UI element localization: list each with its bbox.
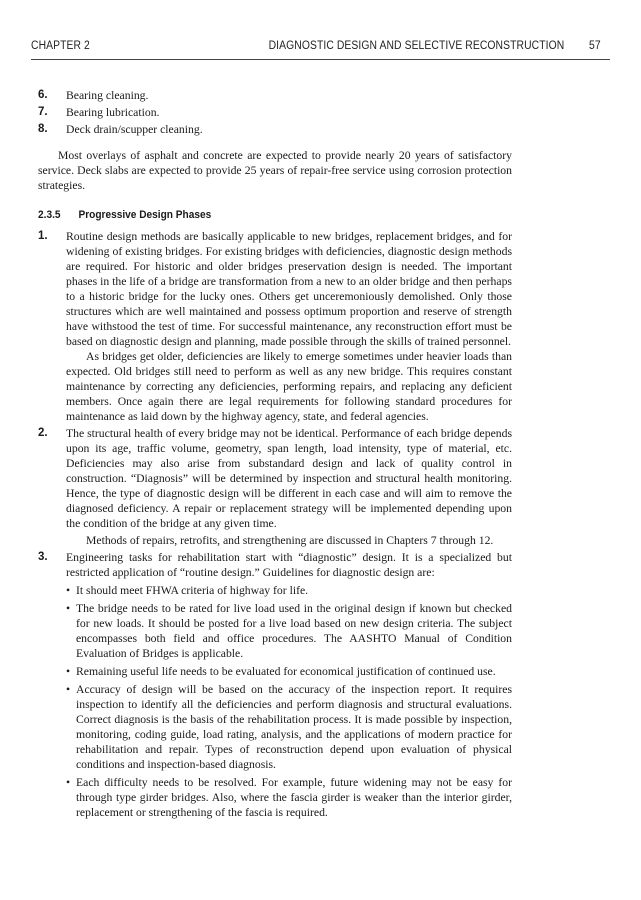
section-title: Progressive Design Phases [78,209,212,221]
bullet-text: Remaining useful life needs to be evaluated for economical justification of continued use. [76,665,496,678]
list-item [38,426,512,548]
list-text: Bearing cleaning. [66,89,149,102]
chapter-label: CHAPTER 2 [31,40,90,52]
section-number: 2.3.5 [38,209,61,221]
item-paragraph: As bridges get older, deficiencies are likely to emerge sometimes under heavier loads than expected. Old bridges still need to perform as well as any new bridge. This requires constant maintenance by correcting any deficiencies, performing repairs, and replacing any deficient members. Once again there are legal requirements for following standard procedures for maintenance as laid down by the highway agency, state, and federal agencies. [66,350,512,423]
intro-paragraph: Most overlays of asphalt and concrete are expected to provide nearly 20 years of satisfactory service. Deck slabs are expected to provide 25 years of repair-free service using corrosion protection strategies. [38,149,512,192]
guideline-list [66,583,512,820]
list-number: 6. [38,89,48,101]
bullet-icon: • [66,776,71,789]
item-paragraph: Routine design methods are basically applicable to new bridges, replacement bridges, and for widening of existing bridges. For existing bridges with deficiencies, diagnostic design methods are required. For historic and older bridges preservation design is needed. The important phases in the life of a bridge are transformation from a new to an older bridge and then perhaps to a historic bridge for the lucky ones. Others get unceremoniously demolished. Only those structures which are well maintained and possess optimum proportion and reserve of strength have withstood the test of time. For successful maintenance, any reconstruction effort must be based on diagnostic design and planning, made possible through the skills of trained personnel. [66,230,512,348]
section-heading [38,208,474,223]
running-header [31,40,607,60]
header-rule [31,59,610,60]
bullet-item [66,775,512,820]
bullet-icon: • [66,683,71,696]
bullet-text: The bridge needs to be rated for live load used in the original design if known but checked for new loads. It should be posted for a live load based on new design criteria. The subject encompasses both field and office procedures. The AASHTO Manual of Condition Evaluation of Bridges is applicable. [76,602,512,660]
list-item [38,105,512,120]
list-number: 3. [38,551,48,563]
item-paragraph: The structural health of every bridge may not be identical. Performance of each bridge depends upon its age, traffic volume, geometry, span length, load intensity, type of material, etc. Deficiencies may also arise from substandard design and lack of quality control in construction. “Diagnosis” will be determined by inspection and structural health monitoring. Hence, the type of diagnostic design will be different in each case and will aim to remove the diagnosed deficiency. A repair or replacement strategy will be implemented depending upon the condition of the bridge at any given time. [66,427,512,530]
bullet-icon: • [66,602,71,615]
bullet-text: It should meet FHWA criteria of highway for life. [76,584,309,597]
list-item [38,229,512,424]
bullet-icon: • [66,665,71,678]
bullet-text: Accuracy of design will be based on the accuracy of the inspection report. It requires inspection to identify all the deficiencies and perform diagnosis and structural evaluations. Correct diagnosis is the basis of the rehabilitation process. It is made possible by inspection, monitoring, coding guide, load rating, analysis, and the applications of modern practice for rehabilitation and repair. Types of reconstruction depend upon evaluation of physical conditions and inspection-based diagnosis. [76,683,512,771]
list-text: Bearing lubrication. [66,106,160,119]
chapter-title: DIAGNOSTIC DESIGN AND SELECTIVE RECONSTRUCTION [268,40,565,52]
list-item [38,122,512,137]
bullet-item [66,682,512,772]
page-body [38,88,512,820]
list-number: 8. [38,123,48,135]
page-number: 57 [589,40,601,52]
bullet-icon: • [66,584,71,597]
bullet-item [66,664,512,679]
list-item [38,550,512,820]
list-text: Deck drain/scupper cleaning. [66,123,203,136]
list-number: 2. [38,427,48,439]
item-paragraph: Engineering tasks for rehabilitation start with “diagnostic” design. It is a specialized but restricted application of “routine design.” Guidelines for diagnostic design are: [66,551,512,579]
bullet-text: Each difficulty needs to be resolved. For example, future widening may not be easy for through type girder bridges. Also, where the fascia girder is weaker than the interior girder, replacement or strengthening of the fascia is required. [76,776,512,819]
item-paragraph: Methods of repairs, retrofits, and strengthening are discussed in Chapters 7 through 12. [86,534,494,547]
list-item [38,88,512,103]
bullet-item [66,583,512,598]
list-number: 1. [38,230,48,242]
bullet-item [66,601,512,661]
list-number: 7. [38,106,48,118]
